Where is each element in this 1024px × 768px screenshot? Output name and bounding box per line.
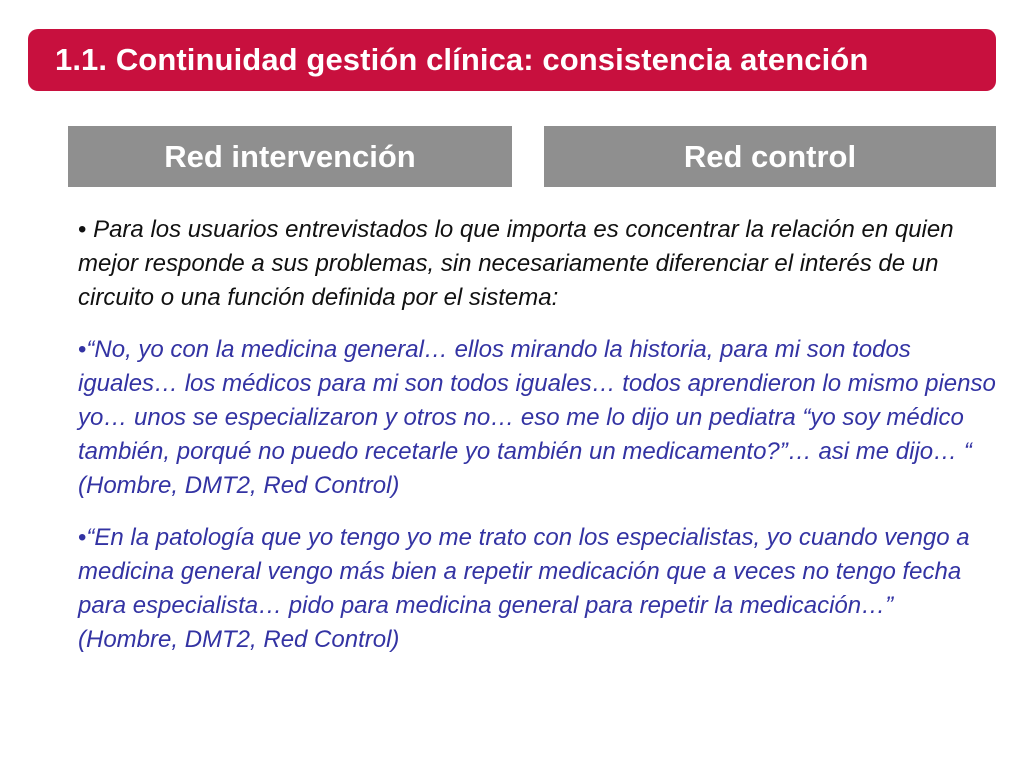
- tab-red-intervencion-label: Red intervención: [164, 138, 416, 174]
- intro-paragraph: [78, 213, 998, 315]
- slide-content: [78, 213, 998, 675]
- bullet-marker: •: [78, 524, 87, 551]
- tab-red-intervencion: [68, 126, 512, 187]
- quote-text-1: “No, yo con la medicina general… ellos mirando la historia, para mi son todos iguales… los médicos para mi son todos iguales… todos aprendieron lo mismo pienso yo… unos se especializaron y otros no… eso me lo dijo un pediatra “yo soy médico también, porqué no puedo recetarle yo también un medicamento?”… asi me dijo… “ (Hombre, DMT2, Red Control): [78, 336, 996, 499]
- title-bar: [28, 29, 996, 91]
- bullet-marker: •: [78, 336, 87, 363]
- quote-paragraph-1: [78, 333, 998, 503]
- tab-red-control-label: Red control: [683, 138, 857, 174]
- slide-title: 1.1. Continuidad gestión clínica: consistencia atención: [55, 42, 869, 77]
- quote-paragraph-2: [78, 521, 998, 657]
- tab-red-control: [544, 126, 996, 187]
- quote-text-2: “En la patología que yo tengo yo me trato con los especialistas, yo cuando vengo a medicina general vengo más bien a repetir medicación que a veces no tengo fecha para especialista… pido para medicina general para repetir la medicación…” (Hombre, DMT2, Red Control): [78, 524, 970, 653]
- intro-text: Para los usuarios entrevistados lo que importa es concentrar la relación en quien mejor responde a sus problemas, sin necesariamente diferenciar el interés de un circuito o una función definida por el sistema:: [78, 216, 954, 311]
- bullet-marker: •: [78, 216, 94, 243]
